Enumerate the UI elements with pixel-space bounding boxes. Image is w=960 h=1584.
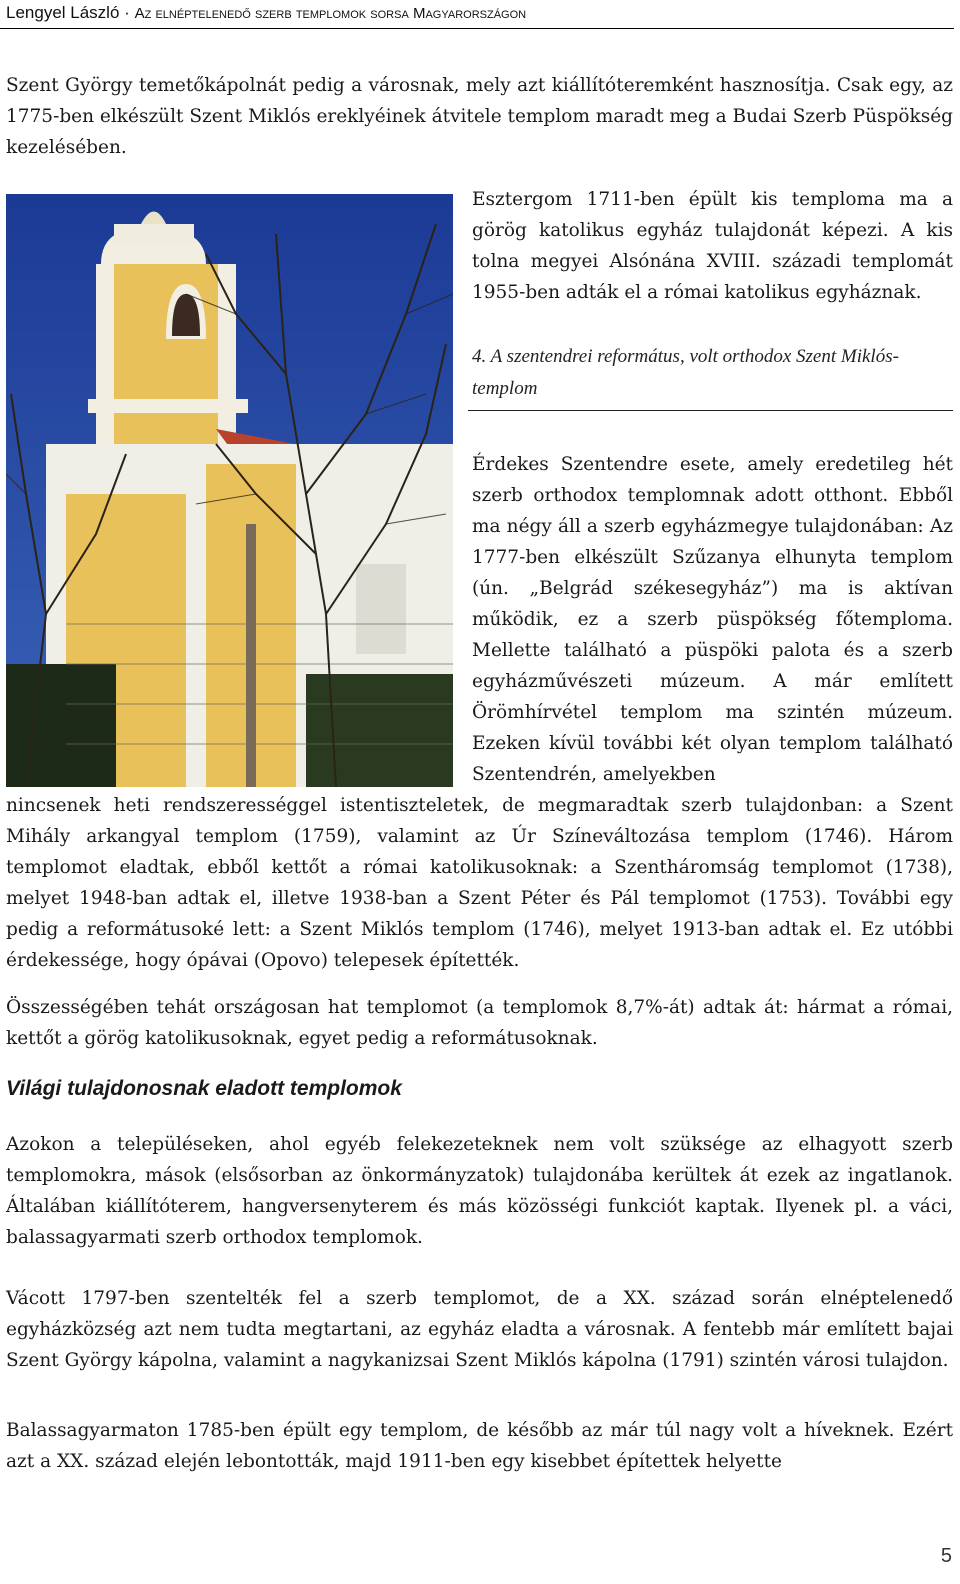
header-author: Lengyel László <box>6 3 120 22</box>
caption-rule <box>468 410 953 411</box>
header-title: Az elnéptelenedő szerb templomok sorsa Magyarországon <box>134 5 527 22</box>
paragraph-3-wrap: Érdekes Szentendre esete, amely eredetileg hét szerb orthodox templomnak adott otthont. Ebből ma négy áll a szerb egyházmegye tulajdonában: Az 1777-ben elkészült Szűzanya elhunyta templom (ún. „Belgrád székesegyház”) ma is aktívan működik, ez a szerb püspökség főtemploma. Mellette található a püspöki palota és a szerb egyházművészeti múzeum. A már említett Örömhírvétel templom ma szintén múzeum. Ezeken kívül további két olyan templom található Szentendrén, amelyekben <box>472 454 953 785</box>
paragraph-5: Azokon a településeken, ahol egyéb felekezeteknek nem volt szüksége az elhagyott szerb templomokra, mások (elsősorban az önkormányzatok) tulajdonába kerültek át ezek az ingatlanok. Általában kiállítóterem, hangversenyterem és más közösségi funkciót kaptak. Ilyenek pl. a váci, balassagyarmati szerb orthodox templomok. <box>6 1134 953 1248</box>
section-heading: Világi tulajdonosnak eladott templomok <box>6 1077 402 1100</box>
paragraph-6: Vácott 1797-ben szentelték fel a szerb templomot, de a XX. század során elnéptelenedő egyházközség azt nem tudta megtartani, az egyház eladta a városnak. A fentebb már említett bajai Szent György kápolna, valamint a nagykanizsai Szent Miklós kápolna (1791) szintén városi tulajdon. <box>6 1288 953 1371</box>
paragraph-4: Összességében tehát országosan hat templomot (a templomok 8,7%-át) adtak át: hármat a római, kettőt a görög katolikusoknak, egyet pedig a reformátusoknak. <box>6 997 953 1049</box>
paragraph-7: Balassagyarmaton 1785-ben épült egy templom, de később az már túl nagy volt a híveknek. Ezért azt a XX. század elején lebontották, majd 1911-ben egy kisebbet építettek helyette <box>6 1420 953 1472</box>
paragraph-1: Szent György temetőkápolnát pedig a városnak, mely azt kiállítóteremként hasznosítja. Csak egy, az 1775-ben elkészült Szent Miklós ereklyéinek átvitele templom maradt meg a Budai Szerb Püspökség kezelésében. <box>6 75 953 158</box>
figure-caption: 4. A szentendrei református, volt orthodox Szent Miklós-templom <box>472 346 899 399</box>
header-separator: · <box>124 3 130 22</box>
paragraph-3-continued: nincsenek heti rendszerességgel istentiszteletek, de megmaradtak szerb tulajdonban: a Szent Mihály arkangyal templom (1759), valamint az Úr Színeváltozása templom (1746). Három templomot eladtak, ebből kettőt a római katolikusoknak: a Szentháromság templomot (1738), melyet 1948-ban adtak el, illetve 1938-ban a Szent Péter és Pál templomot (1753). További egy pedig a reformátusoké lett: a Szent Miklós templom (1746), melyet 1913-ban adtak el. Ez utóbbi érdekessége, hogy ópávai (Opovo) telepesek építették. <box>6 795 953 971</box>
running-header <box>6 3 526 23</box>
church-photo <box>6 194 453 787</box>
header-rule <box>0 28 954 29</box>
paragraph-2: Esztergom 1711-ben épült kis temploma ma a görög katolikus egyház tulajdonát képezi. A kis tolna megyei Alsónána XVIII. századi templomát 1955-ben adták el a római katolikus egyháznak. <box>472 189 953 303</box>
page-number: 5 <box>940 1545 952 1567</box>
